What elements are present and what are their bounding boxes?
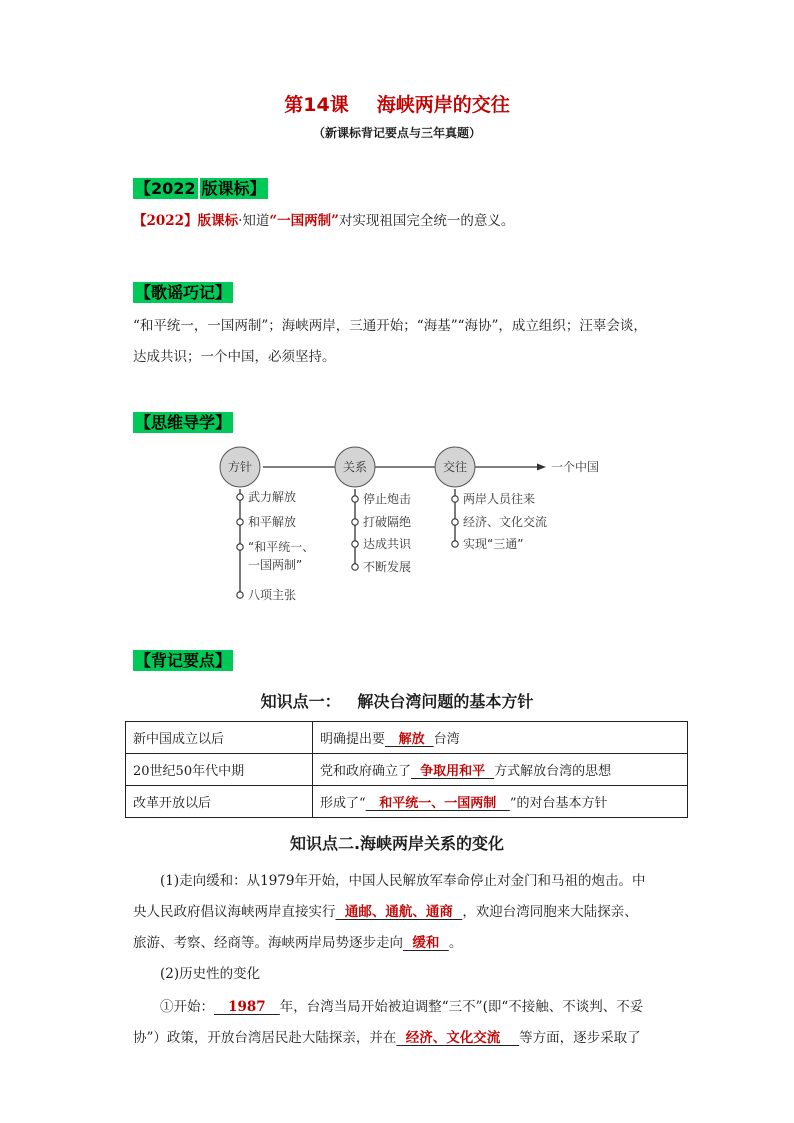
paragraph-3-line-2 bbox=[133, 1028, 641, 1048]
branch2-item: 打破隔绝 bbox=[363, 515, 412, 529]
knowledge-point-2-title: 知识点二.海峡两岸关系的变化 bbox=[289, 834, 505, 853]
cell-text: 台湾 bbox=[433, 732, 460, 747]
standard-sep: ·知道 bbox=[238, 213, 270, 229]
standard-prefix: 【2022】版课标 bbox=[133, 213, 239, 229]
node-policy bbox=[220, 447, 260, 487]
para-text: ①开始： bbox=[160, 999, 214, 1015]
para-text: 等方面，逐步采取了 bbox=[519, 1030, 641, 1046]
branch3-item: 实现“三通” bbox=[463, 537, 524, 551]
paragraph-2: (2)历史性的变化 bbox=[160, 966, 261, 982]
standard-rest: 对实现祖国完全统一的意义。 bbox=[338, 213, 515, 229]
lesson-title: 海峡两岸的交往 bbox=[376, 94, 510, 116]
table-cell-period: 改革开放以后 bbox=[126, 786, 313, 818]
arrow-right-icon bbox=[537, 464, 546, 471]
bullet-icon bbox=[237, 519, 243, 525]
paragraph-3-line-1 bbox=[160, 997, 643, 1017]
table-row bbox=[126, 754, 688, 786]
bullet-icon bbox=[452, 541, 458, 547]
lesson-number: 第14课 bbox=[284, 94, 349, 116]
table-cell-content bbox=[313, 722, 688, 754]
branch1-item: 和平解放 bbox=[248, 515, 297, 529]
cell-text: 党和政府确立了 bbox=[320, 764, 412, 779]
table-cell-content bbox=[313, 754, 688, 786]
node-exchange bbox=[435, 447, 475, 487]
branch2-item: 不断发展 bbox=[363, 560, 412, 574]
para-answer: 经济、文化交流 bbox=[396, 1030, 520, 1046]
tag-mindmap: 【思维导学】 bbox=[135, 413, 232, 432]
bullet-icon bbox=[352, 496, 358, 502]
song-line-1: “和平统一，一国两制”；海峡两岸，三通开始；“海基”“海协”，成立组织；汪辜会谈， bbox=[133, 318, 647, 334]
branch1-item: 武力解放 bbox=[248, 490, 297, 504]
page-title bbox=[0, 90, 794, 117]
cell-text: ”的对台基本方针 bbox=[509, 796, 608, 811]
bullet-icon bbox=[352, 519, 358, 525]
cell-text: 明确提出要 bbox=[320, 732, 386, 747]
table-row bbox=[126, 786, 688, 818]
para-text: 。 bbox=[448, 935, 463, 951]
paragraph-1-line-3 bbox=[133, 933, 462, 953]
table-row bbox=[126, 722, 688, 754]
branch3-item: 两岸人员往来 bbox=[463, 492, 536, 506]
table-cell-period: 20世纪50年代中期 bbox=[126, 754, 313, 786]
bullet-icon bbox=[452, 519, 458, 525]
table-cell-content bbox=[313, 786, 688, 818]
para-answer: 通邮、通航、通商 bbox=[335, 904, 463, 920]
para-text: 年，台湾当局开始被迫调整“三不”(即“不接触、不谈判、不妥 bbox=[279, 999, 644, 1015]
bullet-icon bbox=[237, 544, 243, 550]
cell-answer: 解放 bbox=[385, 732, 434, 747]
standard-line bbox=[133, 211, 514, 231]
para-text: 旅游、考察、经商等。海峡两岸局势逐步走向 bbox=[133, 935, 403, 951]
cell-text: 方式解放台湾的思想 bbox=[494, 764, 612, 779]
section-tag-song bbox=[133, 280, 233, 303]
para-text: 协”）政策，开放台湾居民赴大陆探亲，并在 bbox=[133, 1030, 397, 1046]
cell-answer: 和平统一、一国两制 bbox=[365, 796, 510, 811]
para-text: 央人民政府倡议海峡两岸直接实行 bbox=[133, 904, 336, 920]
standard-key: “一国两制” bbox=[269, 213, 339, 229]
branch3-item: 经济、文化交流 bbox=[463, 515, 548, 529]
policy-table bbox=[125, 721, 688, 818]
bullet-icon bbox=[237, 592, 243, 598]
node-policy-label: 方针 bbox=[227, 460, 253, 474]
tag-standard-close: 版课标】 bbox=[201, 179, 266, 198]
bullet-icon bbox=[352, 541, 358, 547]
tag-song: 【歌谣巧记】 bbox=[135, 283, 232, 302]
bullet-icon bbox=[452, 496, 458, 502]
node-relation bbox=[335, 447, 375, 487]
mind-map bbox=[215, 445, 600, 615]
para-text: ，欢迎台湾同胞来大陆探亲、 bbox=[462, 904, 638, 920]
page-subtitle: （新课标背记要点与三年真题） bbox=[312, 126, 481, 140]
branch1-item-cont: 一国两制” bbox=[248, 558, 303, 572]
mind-map-end-label: 一个中国 bbox=[551, 460, 600, 474]
para-answer: 缓和 bbox=[403, 935, 449, 951]
node-exchange-label: 交往 bbox=[442, 460, 468, 474]
node-relation-label: 关系 bbox=[342, 460, 368, 474]
paragraph-1-line-1: (1)走向缓和：从1979年开始，中国人民解放军奉命停止对金门和马祖的炮击。中 bbox=[160, 873, 646, 889]
song-line-2: 达成共识；一个中国，必须坚持。 bbox=[133, 349, 336, 365]
branch1-item: “和平统一、 bbox=[248, 540, 315, 554]
tag-points: 【背记要点】 bbox=[135, 651, 232, 670]
branch2-item: 停止炮击 bbox=[363, 492, 412, 506]
branch2-item: 达成共识 bbox=[363, 537, 412, 551]
cell-text: 形成了“ bbox=[320, 796, 366, 811]
para-answer: 1987 bbox=[214, 999, 280, 1015]
section-tag-points bbox=[133, 648, 233, 671]
bullet-icon bbox=[237, 494, 243, 500]
bullet-icon bbox=[352, 564, 358, 570]
table-cell-period: 新中国成立以后 bbox=[126, 722, 313, 754]
branch1-item: 八项主张 bbox=[248, 588, 297, 602]
knowledge-point-1-title: 知识点一： 解决台湾问题的基本方针 bbox=[260, 692, 534, 711]
section-tag-standard bbox=[133, 176, 268, 199]
tag-standard-open: 【2022 bbox=[135, 179, 196, 198]
section-tag-mindmap bbox=[133, 410, 233, 433]
paragraph-1-line-2 bbox=[133, 902, 638, 922]
cell-answer: 争取用和平 bbox=[411, 764, 495, 779]
